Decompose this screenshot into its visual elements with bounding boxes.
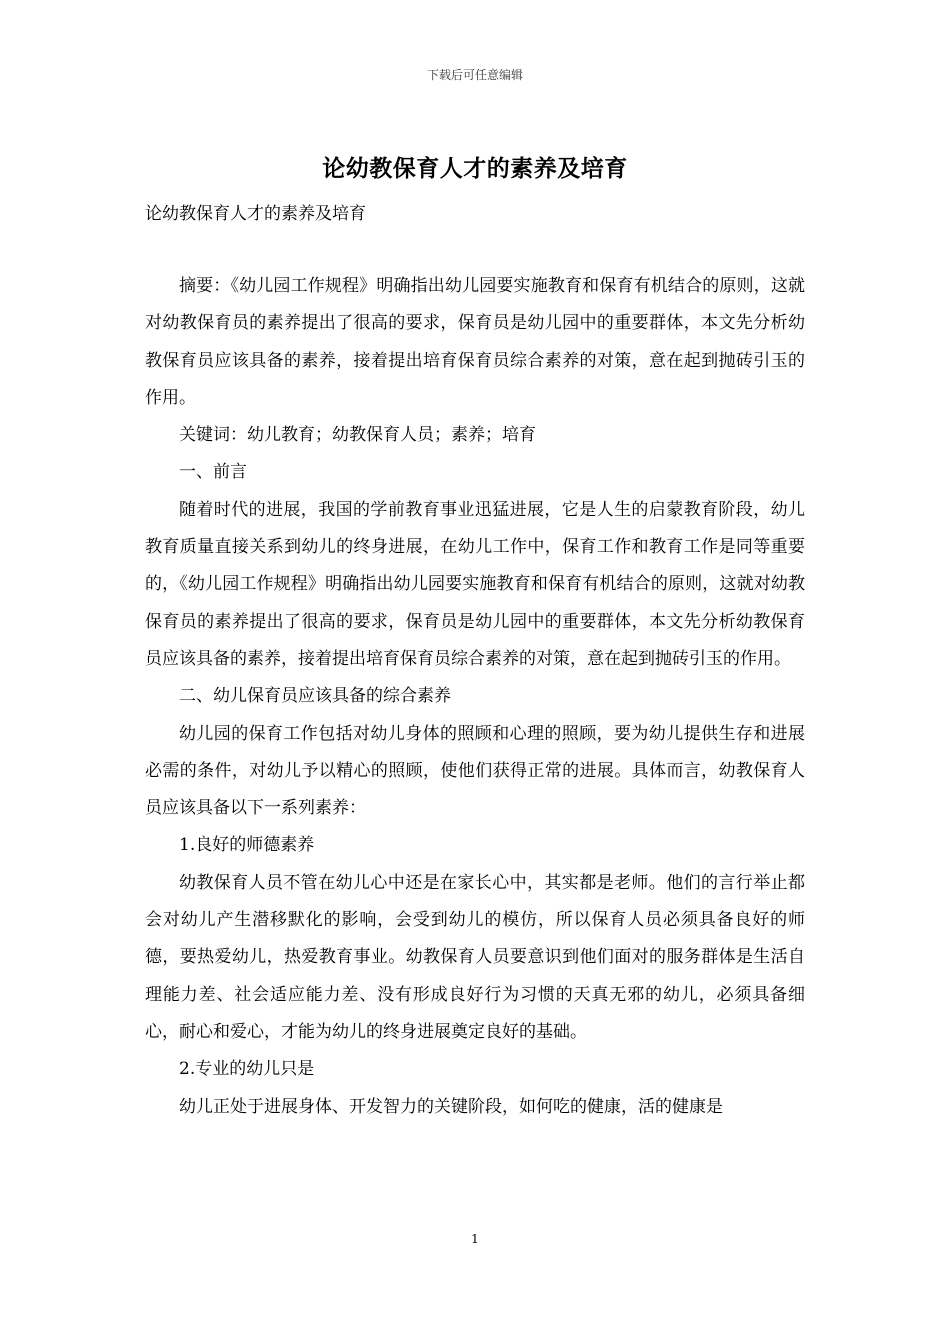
- qualities-intro-paragraph: 幼儿园的保育工作包括对幼儿身体的照顾和心理的照顾，要为幼儿提供生存和进展必需的条件，对幼儿予以精心的照顾，使他们获得正常的进展。具体而言，幼教保育人员应该具备以下一系列素养：: [145, 723, 805, 819]
- knowledge-paragraph: 幼儿正处于进展身体、开发智力的关键阶段，如何吃的健康，活的健康是: [179, 1096, 723, 1117]
- page-header: 下载后可任意编辑: [426, 68, 523, 82]
- preface-paragraph: 随着时代的进展，我国的学前教育事业迅猛进展，它是人生的启蒙教育阶段，幼儿教育质量直接关系到幼儿的终身进展，在幼儿工作中，保育工作和教育工作是同等重要的，《幼儿园工作规程》明确指出幼儿园要实施教育和保育有机结合的原则，这就对幼教保育员的素养提出了很高的要求，保育员是幼儿园中的重要群体，本文先分析幼教保育员应该具备的素养，接着提出培育保育员综合素养的对策，意在起到抛砖引玉的作用。: [145, 499, 805, 669]
- subheading-knowledge: 2.专业的幼儿只是: [179, 1059, 315, 1080]
- document-title: 论幼教保育人才的素养及培育: [322, 155, 628, 182]
- section-heading-preface: 一、前言: [179, 462, 247, 483]
- page-number: 1: [471, 1232, 479, 1246]
- document-subtitle: 论幼教保育人才的素养及培育: [145, 204, 366, 224]
- keywords-paragraph: 关键词：幼儿教育；幼教保育人员；素养；培育: [179, 425, 536, 446]
- ethics-paragraph: 幼教保育人员不管在幼儿心中还是在家长心中，其实都是老师。他们的言行举止都会对幼儿产生潜移默化的影响，会受到幼儿的模仿，所以保育人员必须具备良好的师德，要热爱幼儿，热爱教育事业。幼教保育人员要意识到他们面对的服务群体是生活自理能力差、社会适应能力差、没有形成良好行为习惯的天真无邪的幼儿，必须具备细心，耐心和爱心，才能为幼儿的终身进展奠定良好的基础。: [145, 872, 805, 1042]
- document-body: [145, 268, 805, 1126]
- subheading-ethics: 1.良好的师德素养: [179, 835, 315, 856]
- abstract-paragraph: 摘要：《幼儿园工作规程》明确指出幼儿园要实施教育和保育有机结合的原则，这就对幼教保育员的素养提出了很高的要求，保育员是幼儿园中的重要群体，本文先分析幼教保育员应该具备的素养，接着提出培育保育员综合素养的对策，意在起到抛砖引玉的作用。: [145, 276, 805, 408]
- section-heading-qualities: 二、幼儿保育员应该具备的综合素养: [179, 686, 451, 707]
